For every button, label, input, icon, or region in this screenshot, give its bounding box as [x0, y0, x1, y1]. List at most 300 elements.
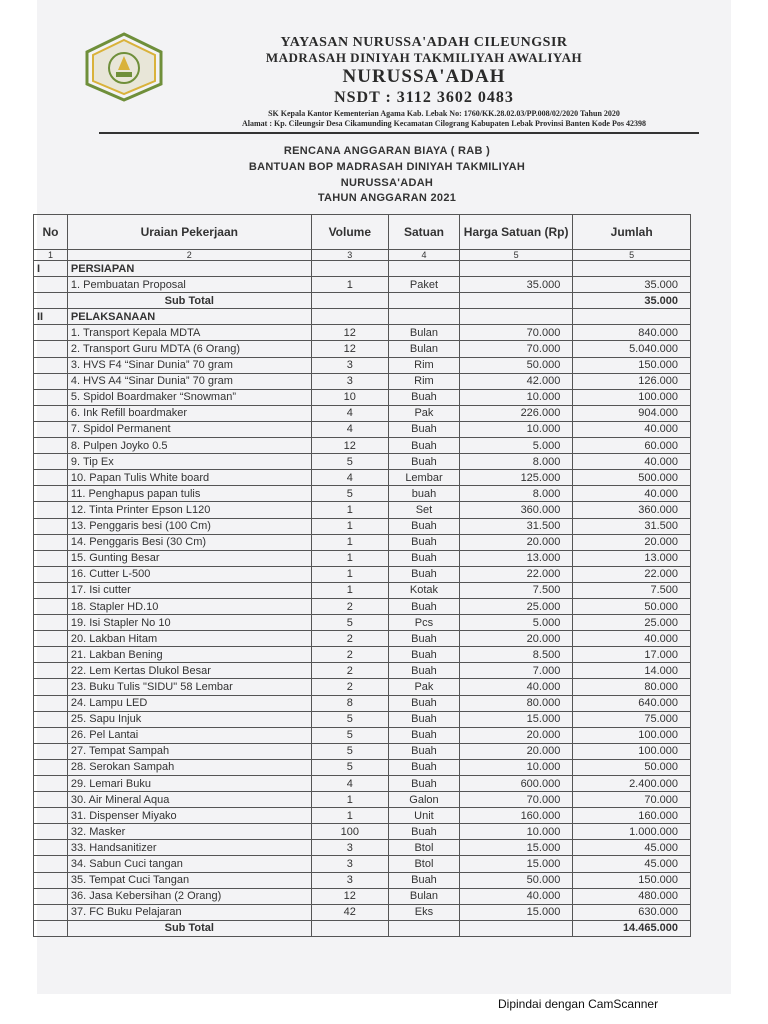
table-row — [34, 470, 691, 486]
empty-cell — [34, 293, 68, 309]
table-row — [34, 454, 691, 470]
table-row — [34, 856, 691, 872]
budget-table — [33, 214, 691, 937]
item-unit: Paket — [388, 277, 459, 293]
item-unit-price: 40.000 — [459, 888, 572, 904]
item-volume: 4 — [311, 470, 388, 486]
table-row — [34, 824, 691, 840]
item-volume: 3 — [311, 373, 388, 389]
item-description: 15. Gunting Besar — [67, 550, 311, 566]
empty-cell — [34, 679, 68, 695]
doc-school: NURUSSA'ADAH — [340, 177, 434, 189]
doc-subtitle: BANTUAN BOP MADRASAH DINIYAH TAKMILIYAH — [248, 161, 526, 173]
table-row — [34, 486, 691, 502]
item-unit-price: 20.000 — [459, 727, 572, 743]
item-total: 5.040.000 — [573, 341, 691, 357]
col-number: 1 — [34, 250, 68, 261]
item-volume: 2 — [311, 663, 388, 679]
item-total: 100.000 — [573, 389, 691, 405]
empty-cell — [34, 743, 68, 759]
item-volume: 3 — [311, 856, 388, 872]
item-unit: Bulan — [388, 888, 459, 904]
item-total: 70.000 — [573, 792, 691, 808]
table-row — [34, 808, 691, 824]
item-description: 16. Cutter L-500 — [67, 566, 311, 582]
item-unit-price: 70.000 — [459, 792, 572, 808]
item-unit: Buah — [388, 759, 459, 775]
item-description: 25. Sapu Injuk — [67, 711, 311, 727]
subtotal-value: 35.000 — [573, 293, 691, 309]
table-row — [34, 663, 691, 679]
empty-cell — [311, 261, 388, 277]
col-number: 3 — [311, 250, 388, 261]
item-total: 20.000 — [573, 534, 691, 550]
subtotal-label: Sub Total — [67, 920, 311, 936]
item-total: 60.000 — [573, 438, 691, 454]
item-unit: Buah — [388, 438, 459, 454]
item-unit: Bulan — [388, 325, 459, 341]
item-unit-price: 15.000 — [459, 856, 572, 872]
table-row — [34, 357, 691, 373]
table-row — [34, 743, 691, 759]
item-total: 1.000.000 — [573, 824, 691, 840]
item-unit-price: 8.500 — [459, 647, 572, 663]
item-unit-price: 70.000 — [459, 325, 572, 341]
item-total: 45.000 — [573, 840, 691, 856]
madrasah-name: NURUSSA'ADAH — [342, 66, 506, 87]
empty-cell — [34, 341, 68, 357]
empty-cell — [34, 325, 68, 341]
item-unit: Buah — [388, 550, 459, 566]
item-unit: buah — [388, 486, 459, 502]
item-volume: 12 — [311, 438, 388, 454]
table-row — [34, 888, 691, 904]
table-row — [34, 373, 691, 389]
item-total: 25.000 — [573, 615, 691, 631]
empty-cell — [34, 888, 68, 904]
item-description: 31. Dispenser Miyako — [67, 808, 311, 824]
empty-cell — [34, 920, 68, 936]
item-unit-price: 8.000 — [459, 486, 572, 502]
item-description: 4. HVS A4 “Sinar Dunia” 70 gram — [67, 373, 311, 389]
item-unit: Buah — [388, 663, 459, 679]
item-volume: 3 — [311, 872, 388, 888]
empty-cell — [34, 872, 68, 888]
item-volume: 4 — [311, 405, 388, 421]
address: Alamat : Kp. Cileungsir Desa Cikamunding Kecamatan Cilograng Kabupaten Lebak Provinsi Banten Kode Pos 42398 — [242, 119, 646, 128]
item-total: 80.000 — [573, 679, 691, 695]
item-total: 40.000 — [573, 486, 691, 502]
item-description: 17. Isi cutter — [67, 582, 311, 598]
table-row — [34, 631, 691, 647]
item-volume: 2 — [311, 598, 388, 614]
item-volume: 12 — [311, 888, 388, 904]
section-title: PELAKSANAAN — [67, 309, 311, 325]
item-volume: 5 — [311, 711, 388, 727]
item-description: 1. Pembuatan Proposal — [67, 277, 311, 293]
item-total: 904.000 — [573, 405, 691, 421]
empty-cell — [388, 261, 459, 277]
item-unit-price: 13.000 — [459, 550, 572, 566]
item-unit-price: 7.000 — [459, 663, 572, 679]
item-total: 40.000 — [573, 454, 691, 470]
subtotal-label: Sub Total — [67, 293, 311, 309]
item-unit: Pak — [388, 405, 459, 421]
empty-cell — [573, 309, 691, 325]
header-harga: Harga Satuan (Rp) — [459, 215, 572, 250]
col-number: 5 — [459, 250, 572, 261]
item-volume: 2 — [311, 679, 388, 695]
item-description: 8. Pulpen Joyko 0.5 — [67, 438, 311, 454]
item-description: 36. Jasa Kebersihan (2 Orang) — [67, 888, 311, 904]
item-volume: 3 — [311, 357, 388, 373]
col-number: 5 — [573, 250, 691, 261]
item-unit-price: 10.000 — [459, 824, 572, 840]
item-volume: 1 — [311, 550, 388, 566]
section-title: PERSIAPAN — [67, 261, 311, 277]
empty-cell — [34, 277, 68, 293]
item-total: 630.000 — [573, 904, 691, 920]
empty-cell — [34, 792, 68, 808]
table-body — [34, 250, 691, 937]
empty-cell — [311, 293, 388, 309]
table-row — [34, 792, 691, 808]
item-unit-price: 15.000 — [459, 840, 572, 856]
empty-cell — [34, 357, 68, 373]
header-uraian: Uraian Pekerjaan — [67, 215, 311, 250]
item-unit-price: 10.000 — [459, 421, 572, 437]
table-row — [34, 421, 691, 437]
table-row — [34, 759, 691, 775]
item-unit: Rim — [388, 357, 459, 373]
table-row — [34, 566, 691, 582]
item-unit: Buah — [388, 534, 459, 550]
empty-cell — [34, 534, 68, 550]
item-total: 100.000 — [573, 743, 691, 759]
item-unit-price: 42.000 — [459, 373, 572, 389]
item-total: 500.000 — [573, 470, 691, 486]
item-unit-price: 25.000 — [459, 598, 572, 614]
item-unit-price: 15.000 — [459, 904, 572, 920]
item-volume: 5 — [311, 759, 388, 775]
item-unit: Btol — [388, 840, 459, 856]
camscanner-footer: Dipindai dengan CamScanner — [498, 997, 659, 1011]
empty-cell — [34, 389, 68, 405]
empty-cell — [34, 727, 68, 743]
item-total: 31.500 — [573, 518, 691, 534]
item-volume: 2 — [311, 647, 388, 663]
item-description: 24. Lampu LED — [67, 695, 311, 711]
item-description: 21. Lakban Bening — [67, 647, 311, 663]
item-description: 30. Air Mineral Aqua — [67, 792, 311, 808]
section-number: I — [34, 261, 68, 277]
empty-cell — [311, 920, 388, 936]
item-unit: Kotak — [388, 582, 459, 598]
item-total: 40.000 — [573, 631, 691, 647]
item-volume: 1 — [311, 792, 388, 808]
item-description: 27. Tempat Sampah — [67, 743, 311, 759]
letterhead — [37, 0, 731, 135]
empty-cell — [34, 421, 68, 437]
empty-cell — [34, 808, 68, 824]
item-description: 11. Penghapus papan tulis — [67, 486, 311, 502]
item-volume: 5 — [311, 486, 388, 502]
table-row — [34, 325, 691, 341]
item-volume: 1 — [311, 808, 388, 824]
item-description: 29. Lemari Buku — [67, 776, 311, 792]
item-unit: Unit — [388, 808, 459, 824]
item-total: 126.000 — [573, 373, 691, 389]
item-description: 5. Spidol Boardmaker “Snowman” — [67, 389, 311, 405]
empty-cell — [34, 759, 68, 775]
table-row — [34, 695, 691, 711]
item-total: 50.000 — [573, 598, 691, 614]
item-unit-price: 8.000 — [459, 454, 572, 470]
item-description: 18. Stapler HD.10 — [67, 598, 311, 614]
item-unit-price: 20.000 — [459, 534, 572, 550]
item-unit: Galon — [388, 792, 459, 808]
item-unit: Buah — [388, 872, 459, 888]
table-row — [34, 438, 691, 454]
table-row — [34, 776, 691, 792]
empty-cell — [459, 293, 572, 309]
item-unit-price: 600.000 — [459, 776, 572, 792]
table-row — [34, 405, 691, 421]
item-description: 10. Papan Tulis White board — [67, 470, 311, 486]
item-unit: Eks — [388, 904, 459, 920]
item-description: 13. Penggaris besi (100 Cm) — [67, 518, 311, 534]
item-description: 20. Lakban Hitam — [67, 631, 311, 647]
item-volume: 1 — [311, 502, 388, 518]
item-unit: Buah — [388, 824, 459, 840]
foundation-name: YAYASAN NURUSSA'ADAH CILEUNGSIR — [280, 35, 568, 50]
item-description: 3. HVS F4 “Sinar Dunia” 70 gram — [67, 357, 311, 373]
subtotal-row — [34, 293, 691, 309]
empty-cell — [34, 438, 68, 454]
item-unit-price: 360.000 — [459, 502, 572, 518]
table-row — [34, 389, 691, 405]
item-description: 22. Lem Kertas Dlukol Besar — [67, 663, 311, 679]
item-unit-price: 80.000 — [459, 695, 572, 711]
item-volume: 1 — [311, 518, 388, 534]
item-unit-price: 226.000 — [459, 405, 572, 421]
empty-cell — [459, 309, 572, 325]
empty-cell — [34, 598, 68, 614]
table-row — [34, 502, 691, 518]
item-description: 34. Sabun Cuci tangan — [67, 856, 311, 872]
item-volume: 5 — [311, 615, 388, 631]
item-unit-price: 31.500 — [459, 518, 572, 534]
item-unit-price: 50.000 — [459, 872, 572, 888]
item-unit-price: 10.000 — [459, 389, 572, 405]
item-total: 14.000 — [573, 663, 691, 679]
empty-cell — [34, 470, 68, 486]
item-unit: Buah — [388, 743, 459, 759]
item-unit-price: 125.000 — [459, 470, 572, 486]
item-description: 37. FC Buku Pelajaran — [67, 904, 311, 920]
section-header-row — [34, 261, 691, 277]
table-header-row — [34, 215, 691, 250]
item-unit: Buah — [388, 631, 459, 647]
empty-cell — [34, 824, 68, 840]
item-unit: Buah — [388, 454, 459, 470]
item-description: 28. Serokan Sampah — [67, 759, 311, 775]
item-total: 840.000 — [573, 325, 691, 341]
table-row — [34, 518, 691, 534]
item-unit: Lembar — [388, 470, 459, 486]
sk-decree: SK Kepala Kantor Kementerian Agama Kab. Lebak No: 1760/KK.28.02.03/PP.008/02/2020 Tahun 2020 — [268, 109, 620, 118]
item-total: 17.000 — [573, 647, 691, 663]
item-total: 2.400.000 — [573, 776, 691, 792]
table-row — [34, 872, 691, 888]
item-volume: 2 — [311, 631, 388, 647]
header-jumlah: Jumlah — [573, 215, 691, 250]
empty-cell — [34, 454, 68, 470]
letterhead-divider — [99, 132, 699, 134]
item-description: 26. Pel Lantai — [67, 727, 311, 743]
empty-cell — [34, 550, 68, 566]
header-satuan: Satuan — [388, 215, 459, 250]
empty-cell — [34, 631, 68, 647]
empty-cell — [459, 261, 572, 277]
item-unit-price: 15.000 — [459, 711, 572, 727]
item-unit-price: 35.000 — [459, 277, 572, 293]
item-description: 35. Tempat Cuci Tangan — [67, 872, 311, 888]
empty-cell — [34, 904, 68, 920]
empty-cell — [34, 840, 68, 856]
item-description: 23. Buku Tulis "SIDU" 58 Lembar — [67, 679, 311, 695]
empty-cell — [34, 373, 68, 389]
empty-cell — [34, 502, 68, 518]
item-volume: 5 — [311, 743, 388, 759]
item-unit: Buah — [388, 776, 459, 792]
item-total: 150.000 — [573, 357, 691, 373]
empty-cell — [34, 695, 68, 711]
item-volume: 1 — [311, 582, 388, 598]
empty-cell — [34, 518, 68, 534]
header-volume: Volume — [311, 215, 388, 250]
table-row — [34, 904, 691, 920]
empty-cell — [34, 405, 68, 421]
empty-cell — [34, 486, 68, 502]
item-total: 75.000 — [573, 711, 691, 727]
item-total: 22.000 — [573, 566, 691, 582]
item-total: 45.000 — [573, 856, 691, 872]
empty-cell — [34, 647, 68, 663]
item-unit-price: 70.000 — [459, 341, 572, 357]
item-total: 13.000 — [573, 550, 691, 566]
item-unit: Bulan — [388, 341, 459, 357]
item-volume: 12 — [311, 341, 388, 357]
table-row — [34, 840, 691, 856]
item-total: 35.000 — [573, 277, 691, 293]
item-unit: Buah — [388, 389, 459, 405]
item-volume: 1 — [311, 277, 388, 293]
item-unit: Buah — [388, 518, 459, 534]
item-unit: Buah — [388, 711, 459, 727]
item-description: 6. Ink Refill boardmaker — [67, 405, 311, 421]
item-unit: Buah — [388, 647, 459, 663]
column-number-row — [34, 250, 691, 261]
item-unit-price: 5.000 — [459, 615, 572, 631]
item-unit: Btol — [388, 856, 459, 872]
table-row — [34, 679, 691, 695]
item-total: 480.000 — [573, 888, 691, 904]
item-volume: 5 — [311, 454, 388, 470]
item-volume: 42 — [311, 904, 388, 920]
table-row — [34, 582, 691, 598]
item-volume: 5 — [311, 727, 388, 743]
item-unit: Pak — [388, 679, 459, 695]
table-row — [34, 615, 691, 631]
nsdt-number: NSDT : 3112 3602 0483 — [334, 89, 514, 106]
item-unit: Buah — [388, 598, 459, 614]
item-description: 2. Transport Guru MDTA (6 Orang) — [67, 341, 311, 357]
item-volume: 4 — [311, 421, 388, 437]
table-row — [34, 550, 691, 566]
item-total: 160.000 — [573, 808, 691, 824]
table-row — [34, 647, 691, 663]
item-volume: 4 — [311, 776, 388, 792]
item-total: 50.000 — [573, 759, 691, 775]
table-row — [34, 727, 691, 743]
madrasah-type: MADRASAH DINIYAH TAKMILIYAH AWALIYAH — [265, 50, 583, 65]
item-unit-price: 20.000 — [459, 631, 572, 647]
item-unit-price: 10.000 — [459, 759, 572, 775]
col-number: 2 — [67, 250, 311, 261]
empty-cell — [34, 615, 68, 631]
col-number: 4 — [388, 250, 459, 261]
empty-cell — [459, 920, 572, 936]
item-unit: Rim — [388, 373, 459, 389]
item-total: 150.000 — [573, 872, 691, 888]
item-total: 360.000 — [573, 502, 691, 518]
item-unit: Set — [388, 502, 459, 518]
item-volume: 10 — [311, 389, 388, 405]
empty-cell — [388, 293, 459, 309]
doc-year: TAHUN ANGGARAN 2021 — [317, 192, 457, 204]
subtotal-value: 14.465.000 — [573, 920, 691, 936]
item-volume: 8 — [311, 695, 388, 711]
item-total: 40.000 — [573, 421, 691, 437]
item-total: 7.500 — [573, 582, 691, 598]
item-unit-price: 7.500 — [459, 582, 572, 598]
item-unit: Pcs — [388, 615, 459, 631]
item-description: 33. Handsanitizer — [67, 840, 311, 856]
section-number: II — [34, 309, 68, 325]
table-row — [34, 277, 691, 293]
item-description: 9. Tip Ex — [67, 454, 311, 470]
item-unit: Buah — [388, 695, 459, 711]
item-unit: Buah — [388, 727, 459, 743]
empty-cell — [34, 566, 68, 582]
subtotal-row — [34, 920, 691, 936]
empty-cell — [34, 582, 68, 598]
item-unit: Buah — [388, 421, 459, 437]
empty-cell — [34, 663, 68, 679]
item-unit-price: 160.000 — [459, 808, 572, 824]
item-unit-price: 5.000 — [459, 438, 572, 454]
item-unit-price: 20.000 — [459, 743, 572, 759]
item-volume: 1 — [311, 566, 388, 582]
empty-cell — [34, 856, 68, 872]
empty-cell — [34, 776, 68, 792]
empty-cell — [388, 309, 459, 325]
item-volume: 12 — [311, 325, 388, 341]
item-description: 1. Transport Kepala MDTA — [67, 325, 311, 341]
section-header-row — [34, 309, 691, 325]
item-description: 12. Tinta Printer Epson L120 — [67, 502, 311, 518]
